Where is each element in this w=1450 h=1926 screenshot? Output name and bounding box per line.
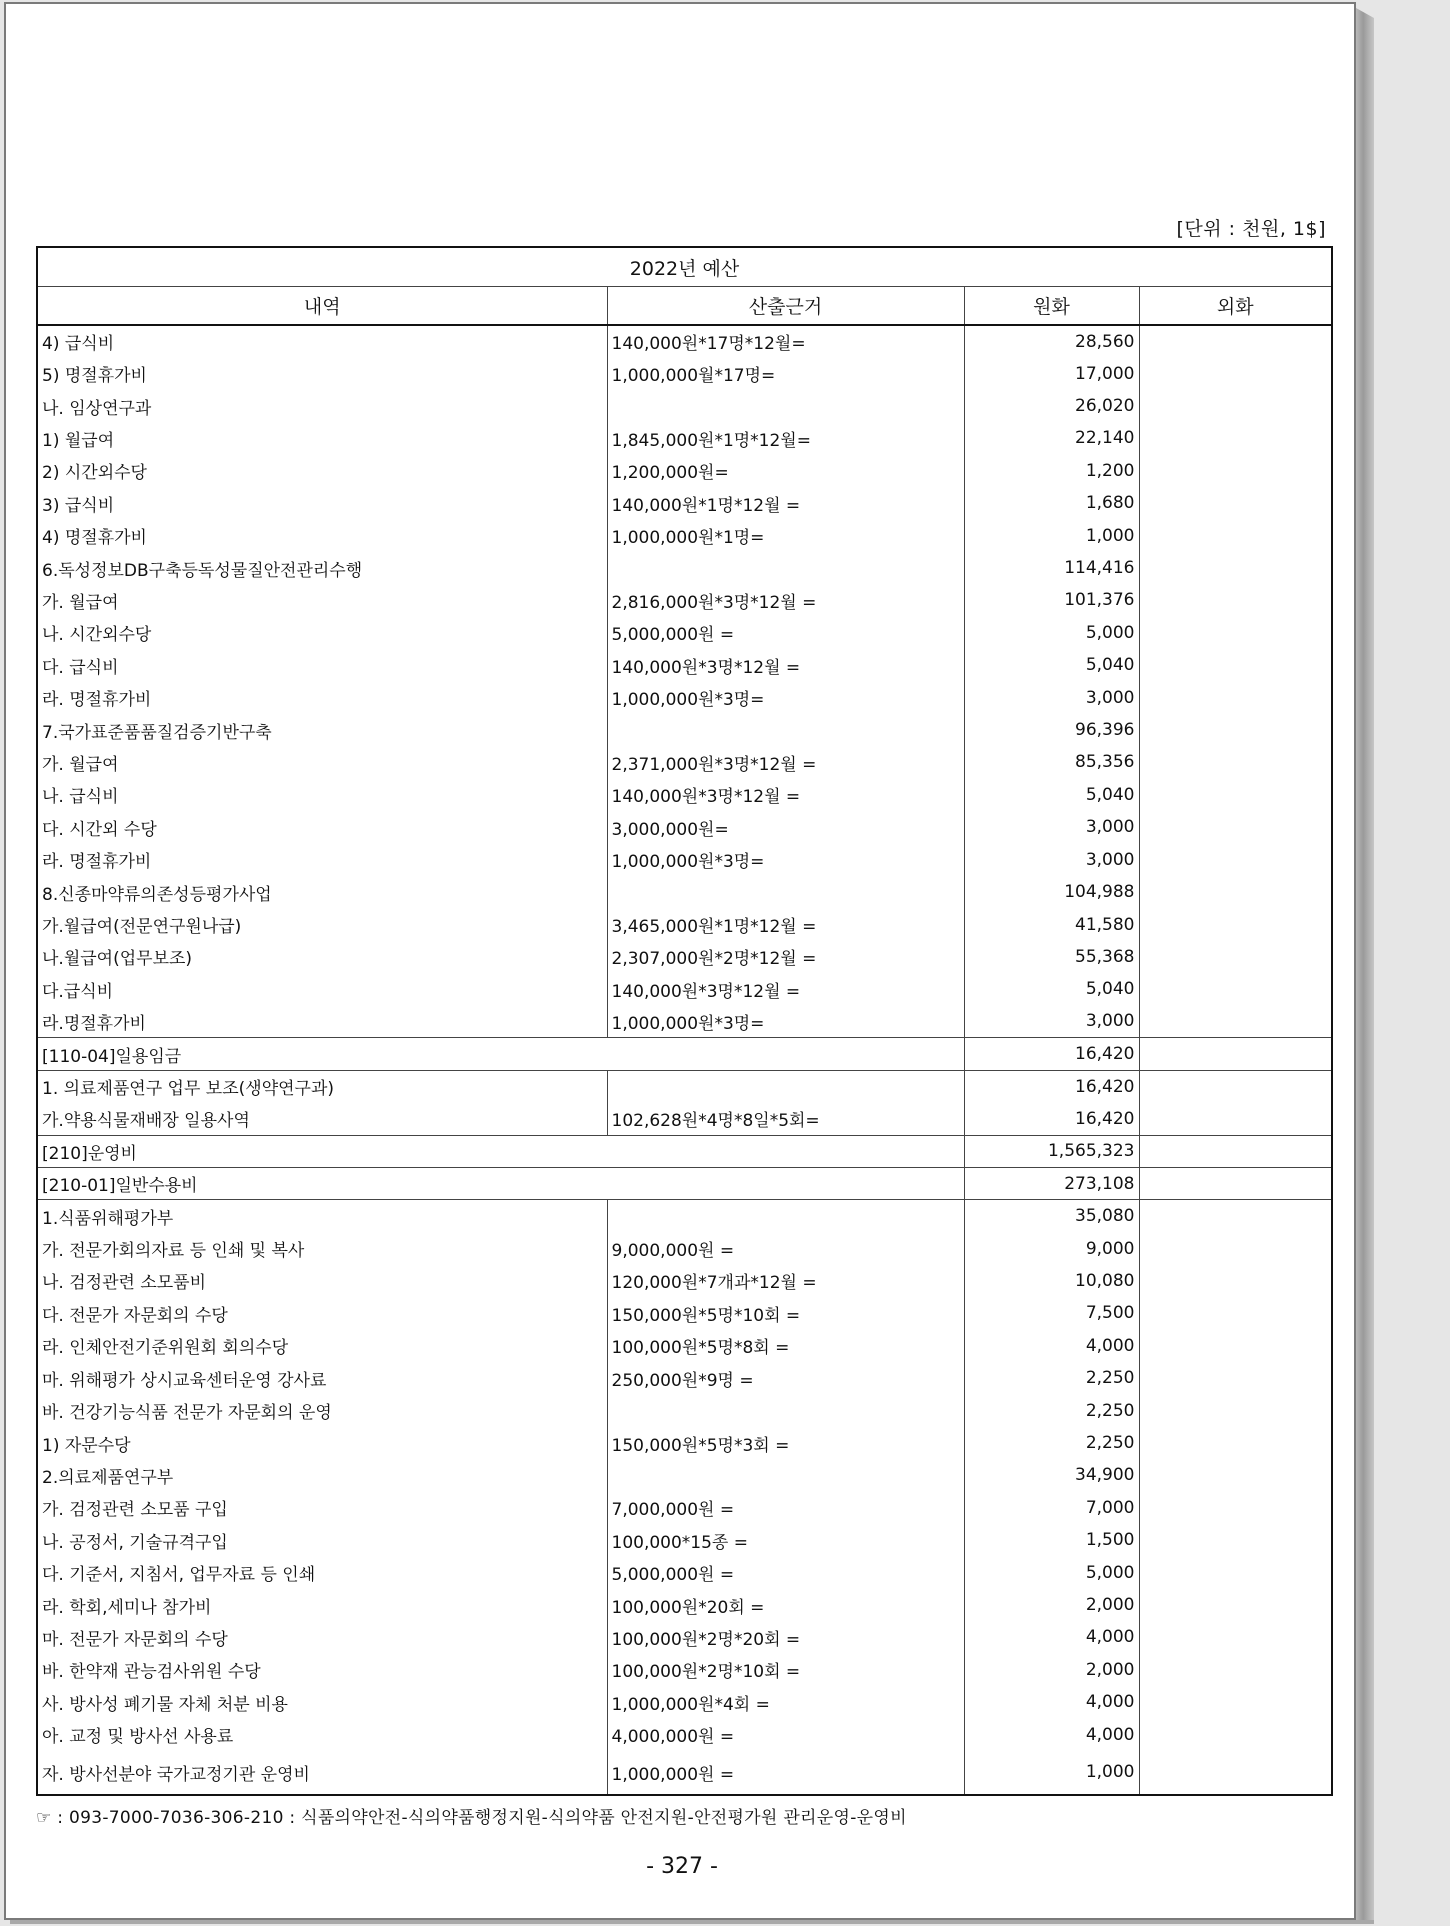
row-krw-amount: 273,108: [964, 1168, 1139, 1200]
row-basis: [607, 1200, 964, 1232]
row-item-label: 다. 시간외 수당: [37, 811, 607, 843]
row-foreign-amount: [1139, 1200, 1332, 1232]
row-krw-amount: 16,420: [964, 1038, 1139, 1070]
budget-table: [36, 246, 1333, 1796]
row-basis: 120,000원*7개과*12월 =: [607, 1265, 964, 1297]
page-edge-shadow: [1356, 8, 1374, 1922]
table-row: [37, 1232, 1332, 1264]
table-row: [37, 1168, 1332, 1200]
row-basis: 140,000원*3명*12월 =: [607, 779, 964, 811]
row-item-label: 라. 명절휴가비: [37, 681, 607, 713]
row-krw-amount: 3,000: [964, 811, 1139, 843]
row-basis: [607, 714, 964, 746]
row-foreign-amount: [1139, 1686, 1332, 1718]
table-row: [37, 1103, 1332, 1135]
row-krw-amount: 5,040: [964, 973, 1139, 1005]
row-krw-amount: 17,000: [964, 357, 1139, 389]
row-krw-amount: 2,250: [964, 1362, 1139, 1394]
row-foreign-amount: [1139, 746, 1332, 778]
document-page: [4, 2, 1356, 1920]
row-krw-amount: 35,080: [964, 1200, 1139, 1232]
table-row: [37, 1654, 1332, 1686]
row-foreign-amount: [1139, 1394, 1332, 1426]
row-basis: 3,465,000원*1명*12월 =: [607, 908, 964, 940]
table-row: [37, 1427, 1332, 1459]
table-row: [37, 1459, 1332, 1491]
table-row: [37, 779, 1332, 811]
table-row: [37, 1038, 1332, 1070]
row-foreign-amount: [1139, 908, 1332, 940]
row-foreign-amount: [1139, 1103, 1332, 1135]
budget-table-body: [37, 325, 1332, 1795]
column-header-krw: 원화: [964, 287, 1139, 326]
table-row: [37, 681, 1332, 713]
row-basis: 102,628원*4명*8일*5회=: [607, 1103, 964, 1135]
row-foreign-amount: [1139, 1265, 1332, 1297]
row-krw-amount: 55,368: [964, 941, 1139, 973]
table-row: [37, 357, 1332, 389]
row-foreign-amount: [1139, 1751, 1332, 1795]
row-item-label: 1) 자문수당: [37, 1427, 607, 1459]
row-foreign-amount: [1139, 487, 1332, 519]
row-krw-amount: 34,900: [964, 1459, 1139, 1491]
row-krw-amount: 2,250: [964, 1427, 1139, 1459]
row-krw-amount: 5,040: [964, 649, 1139, 681]
row-krw-amount: 28,560: [964, 325, 1139, 357]
row-foreign-amount: [1139, 1362, 1332, 1394]
row-item-label: 가. 검정관련 소모품 구입: [37, 1492, 607, 1524]
row-basis: 5,000,000원 =: [607, 1556, 964, 1588]
row-basis: 100,000원*2명*20회 =: [607, 1621, 964, 1653]
row-basis: 1,000,000원*1명=: [607, 519, 964, 551]
table-row: [37, 325, 1332, 357]
row-foreign-amount: [1139, 714, 1332, 746]
row-foreign-amount: [1139, 1524, 1332, 1556]
table-row: [37, 973, 1332, 1005]
row-krw-amount: 7,000: [964, 1492, 1139, 1524]
row-item-label: 나. 공정서, 기술규격구입: [37, 1524, 607, 1556]
row-krw-amount: 10,080: [964, 1265, 1139, 1297]
row-item-label: [110-04]일용임금: [37, 1038, 964, 1070]
row-krw-amount: 1,500: [964, 1524, 1139, 1556]
row-basis: 100,000*15종 =: [607, 1524, 964, 1556]
unit-note: [단위 : 천원, 1$]: [1176, 218, 1326, 240]
account-code-footnote: ☞ : 093-7000-7036-306-210 : 식품의약안전-식의약품행정지원-식의약품 안전지원-안전평가원 관리운영-운영비: [36, 1808, 907, 1828]
table-row: [37, 876, 1332, 908]
row-foreign-amount: [1139, 1718, 1332, 1750]
row-foreign-amount: [1139, 844, 1332, 876]
row-item-label: 2.의료제품연구부: [37, 1459, 607, 1491]
row-foreign-amount: [1139, 584, 1332, 616]
row-item-label: 다. 전문가 자문회의 수당: [37, 1297, 607, 1329]
row-krw-amount: 2,250: [964, 1394, 1139, 1426]
row-foreign-amount: [1139, 811, 1332, 843]
row-foreign-amount: [1139, 519, 1332, 551]
row-foreign-amount: [1139, 1492, 1332, 1524]
table-row: [37, 1718, 1332, 1750]
row-krw-amount: 104,988: [964, 876, 1139, 908]
row-krw-amount: 1,200: [964, 455, 1139, 487]
column-header-foreign: 외화: [1139, 287, 1332, 326]
row-foreign-amount: [1139, 357, 1332, 389]
row-item-label: 라.명절휴가비: [37, 1006, 607, 1038]
table-row: [37, 1589, 1332, 1621]
row-basis: 150,000원*5명*10회 =: [607, 1297, 964, 1329]
page-bottom-shadow: [10, 1920, 1374, 1924]
table-row: [37, 649, 1332, 681]
table-row: [37, 1621, 1332, 1653]
table-row: [37, 1556, 1332, 1588]
row-item-label: 마. 전문가 자문회의 수당: [37, 1621, 607, 1653]
row-krw-amount: 3,000: [964, 844, 1139, 876]
row-foreign-amount: [1139, 1556, 1332, 1588]
row-item-label: 7.국가표준품품질검증기반구축: [37, 714, 607, 746]
row-krw-amount: 16,420: [964, 1070, 1139, 1102]
table-row: [37, 1394, 1332, 1426]
row-krw-amount: 3,000: [964, 681, 1139, 713]
row-krw-amount: 26,020: [964, 390, 1139, 422]
row-basis: 100,000원*20회 =: [607, 1589, 964, 1621]
table-row: [37, 617, 1332, 649]
table-row: [37, 811, 1332, 843]
row-item-label: 자. 방사선분야 국가교정기관 운영비: [37, 1751, 607, 1795]
table-row: [37, 519, 1332, 551]
row-krw-amount: 1,000: [964, 1751, 1139, 1795]
row-krw-amount: 2,000: [964, 1654, 1139, 1686]
row-basis: 1,000,000원*4회 =: [607, 1686, 964, 1718]
row-foreign-amount: [1139, 1038, 1332, 1070]
row-basis: 150,000원*5명*3회 =: [607, 1427, 964, 1459]
row-krw-amount: 101,376: [964, 584, 1139, 616]
row-foreign-amount: [1139, 1297, 1332, 1329]
row-item-label: 다. 급식비: [37, 649, 607, 681]
row-basis: 1,000,000원 =: [607, 1751, 964, 1795]
row-item-label: 2) 시간외수당: [37, 455, 607, 487]
row-item-label: 가.월급여(전문연구원나급): [37, 908, 607, 940]
row-item-label: 가. 월급여: [37, 746, 607, 778]
row-basis: 3,000,000원=: [607, 811, 964, 843]
row-krw-amount: 4,000: [964, 1686, 1139, 1718]
row-foreign-amount: [1139, 1459, 1332, 1491]
row-item-label: 가.약용식물재배장 일용사역: [37, 1103, 607, 1135]
row-foreign-amount: [1139, 941, 1332, 973]
row-krw-amount: 85,356: [964, 746, 1139, 778]
row-basis: [607, 1070, 964, 1102]
row-item-label: 8.신종마약류의존성등평가사업: [37, 876, 607, 908]
table-row: [37, 1751, 1332, 1795]
row-item-label: 3) 급식비: [37, 487, 607, 519]
row-item-label: 바. 한약재 관능검사위원 수당: [37, 1654, 607, 1686]
row-item-label: 마. 위해평가 상시교육센터운영 강사료: [37, 1362, 607, 1394]
row-foreign-amount: [1139, 325, 1332, 357]
row-item-label: 나. 임상연구과: [37, 390, 607, 422]
table-row: [37, 584, 1332, 616]
table-row: [37, 908, 1332, 940]
row-foreign-amount: [1139, 779, 1332, 811]
row-foreign-amount: [1139, 1232, 1332, 1264]
row-basis: 1,845,000원*1명*12월=: [607, 422, 964, 454]
row-item-label: 가. 월급여: [37, 584, 607, 616]
row-item-label: 1) 월급여: [37, 422, 607, 454]
table-row: [37, 1070, 1332, 1102]
row-krw-amount: 9,000: [964, 1232, 1139, 1264]
row-basis: 250,000원*9명 =: [607, 1362, 964, 1394]
row-krw-amount: 7,500: [964, 1297, 1139, 1329]
row-item-label: 5) 명절휴가비: [37, 357, 607, 389]
row-foreign-amount: [1139, 1589, 1332, 1621]
row-foreign-amount: [1139, 876, 1332, 908]
table-row: [37, 746, 1332, 778]
row-item-label: [210]운영비: [37, 1135, 964, 1167]
row-basis: 100,000원*2명*10회 =: [607, 1654, 964, 1686]
row-basis: 1,000,000원*3명=: [607, 844, 964, 876]
row-krw-amount: 96,396: [964, 714, 1139, 746]
row-item-label: 6.독성정보DB구축등독성물질안전관리수행: [37, 552, 607, 584]
row-basis: 1,200,000원=: [607, 455, 964, 487]
table-row: [37, 390, 1332, 422]
row-krw-amount: 2,000: [964, 1589, 1139, 1621]
row-basis: 4,000,000원 =: [607, 1718, 964, 1750]
row-item-label: 사. 방사성 폐기물 자체 처분 비용: [37, 1686, 607, 1718]
row-foreign-amount: [1139, 390, 1332, 422]
row-basis: [607, 1394, 964, 1426]
page-number: - 327 -: [646, 1854, 718, 1879]
row-basis: 5,000,000원 =: [607, 617, 964, 649]
table-row: [37, 552, 1332, 584]
row-basis: 140,000원*3명*12월 =: [607, 973, 964, 1005]
row-basis: [607, 876, 964, 908]
row-foreign-amount: [1139, 617, 1332, 649]
row-basis: [607, 390, 964, 422]
row-basis: 2,816,000원*3명*12월 =: [607, 584, 964, 616]
row-basis: 100,000원*5명*8회 =: [607, 1330, 964, 1362]
table-title: 2022년 예산: [37, 247, 1332, 287]
row-krw-amount: 1,565,323: [964, 1135, 1139, 1167]
row-krw-amount: 1,680: [964, 487, 1139, 519]
row-basis: 2,371,000원*3명*12월 =: [607, 746, 964, 778]
row-foreign-amount: [1139, 1330, 1332, 1362]
row-basis: 9,000,000원 =: [607, 1232, 964, 1264]
row-basis: 2,307,000원*2명*12월 =: [607, 941, 964, 973]
table-row: [37, 455, 1332, 487]
row-krw-amount: 22,140: [964, 422, 1139, 454]
table-row: [37, 1330, 1332, 1362]
table-row: [37, 844, 1332, 876]
table-row: [37, 1492, 1332, 1524]
table-row: [37, 1686, 1332, 1718]
row-foreign-amount: [1139, 1135, 1332, 1167]
row-krw-amount: 4,000: [964, 1621, 1139, 1653]
column-header-item: 내역: [37, 287, 607, 326]
row-krw-amount: 4,000: [964, 1330, 1139, 1362]
row-basis: 1,000,000월*17명=: [607, 357, 964, 389]
row-item-label: 나. 검정관련 소모품비: [37, 1265, 607, 1297]
row-foreign-amount: [1139, 649, 1332, 681]
row-item-label: 라. 인체안전기준위원회 회의수당: [37, 1330, 607, 1362]
table-row: [37, 1135, 1332, 1167]
row-item-label: 나. 급식비: [37, 779, 607, 811]
row-foreign-amount: [1139, 455, 1332, 487]
table-row: [37, 1524, 1332, 1556]
table-row: [37, 1006, 1332, 1038]
row-foreign-amount: [1139, 681, 1332, 713]
row-item-label: 라. 학회,세미나 참가비: [37, 1589, 607, 1621]
row-item-label: 가. 전문가회의자료 등 인쇄 및 복사: [37, 1232, 607, 1264]
row-basis: 140,000원*3명*12월 =: [607, 649, 964, 681]
row-foreign-amount: [1139, 552, 1332, 584]
row-krw-amount: 5,040: [964, 779, 1139, 811]
table-row: [37, 1200, 1332, 1232]
row-krw-amount: 16,420: [964, 1103, 1139, 1135]
row-item-label: 라. 명절휴가비: [37, 844, 607, 876]
table-row: [37, 1265, 1332, 1297]
row-item-label: [210-01]일반수용비: [37, 1168, 964, 1200]
table-row: [37, 422, 1332, 454]
row-item-label: 아. 교정 및 방사선 사용료: [37, 1718, 607, 1750]
row-item-label: 바. 건강기능식품 전문가 자문회의 운영: [37, 1394, 607, 1426]
table-row: [37, 1362, 1332, 1394]
row-foreign-amount: [1139, 1654, 1332, 1686]
column-header-basis: 산출근거: [607, 287, 964, 326]
row-basis: 1,000,000원*3명=: [607, 681, 964, 713]
table-row: [37, 1297, 1332, 1329]
row-krw-amount: 114,416: [964, 552, 1139, 584]
table-row: [37, 941, 1332, 973]
table-row: [37, 487, 1332, 519]
row-basis: [607, 1459, 964, 1491]
row-krw-amount: 5,000: [964, 617, 1139, 649]
row-item-label: 1.식품위해평가부: [37, 1200, 607, 1232]
row-krw-amount: 4,000: [964, 1718, 1139, 1750]
row-foreign-amount: [1139, 1427, 1332, 1459]
row-foreign-amount: [1139, 973, 1332, 1005]
row-foreign-amount: [1139, 1621, 1332, 1653]
row-krw-amount: 1,000: [964, 519, 1139, 551]
row-foreign-amount: [1139, 422, 1332, 454]
row-basis: [607, 552, 964, 584]
row-foreign-amount: [1139, 1168, 1332, 1200]
row-basis: 7,000,000원 =: [607, 1492, 964, 1524]
row-item-label: 4) 급식비: [37, 325, 607, 357]
row-item-label: 1. 의료제품연구 업무 보조(생약연구과): [37, 1070, 607, 1102]
row-krw-amount: 41,580: [964, 908, 1139, 940]
row-krw-amount: 5,000: [964, 1556, 1139, 1588]
row-basis: 1,000,000원*3명=: [607, 1006, 964, 1038]
row-item-label: 나.월급여(업무보조): [37, 941, 607, 973]
row-basis: 140,000원*1명*12월 =: [607, 487, 964, 519]
row-item-label: 다. 기준서, 지침서, 업무자료 등 인쇄: [37, 1556, 607, 1588]
row-item-label: 나. 시간외수당: [37, 617, 607, 649]
row-krw-amount: 3,000: [964, 1006, 1139, 1038]
row-item-label: 다.급식비: [37, 973, 607, 1005]
row-foreign-amount: [1139, 1070, 1332, 1102]
row-basis: 140,000원*17명*12월=: [607, 325, 964, 357]
row-foreign-amount: [1139, 1006, 1332, 1038]
row-item-label: 4) 명절휴가비: [37, 519, 607, 551]
table-row: [37, 714, 1332, 746]
